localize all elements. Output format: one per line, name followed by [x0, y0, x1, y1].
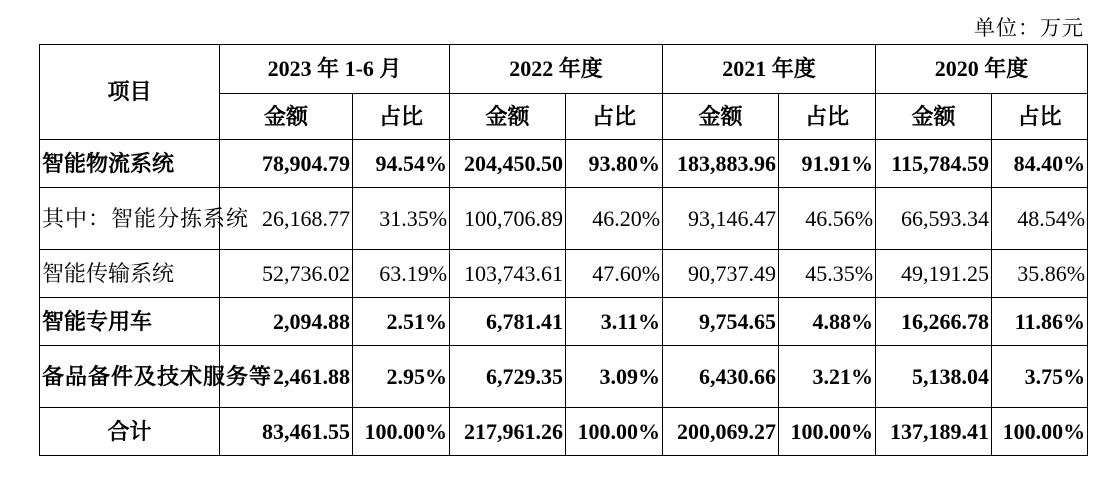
amount-cell: 204,450.50 [450, 140, 566, 188]
amount-header: 金额 [663, 94, 779, 140]
period-header: 2023 年 1-6 月 [220, 45, 450, 94]
ratio-cell: 93.80% [566, 140, 663, 188]
table-row [40, 140, 1088, 188]
ratio-cell: 100.00% [992, 408, 1088, 456]
amount-cell: 93,146.47 [663, 188, 779, 250]
ratio-cell: 84.40% [992, 140, 1088, 188]
row-name: 合计 [40, 408, 220, 456]
period-header: 2020 年度 [876, 45, 1088, 94]
ratio-cell: 63.19% [353, 250, 450, 298]
row-name: 备品备件及技术服务等 [40, 346, 220, 408]
ratio-cell: 3.11% [566, 298, 663, 346]
amount-cell: 83,461.55 [220, 408, 353, 456]
amount-cell: 2,094.88 [220, 298, 353, 346]
amount-cell: 217,961.26 [450, 408, 566, 456]
ratio-cell: 47.60% [566, 250, 663, 298]
amount-cell: 26,168.77 [220, 188, 353, 250]
amount-header: 金额 [450, 94, 566, 140]
row-name: 智能物流系统 [40, 140, 220, 188]
amount-header: 金额 [220, 94, 353, 140]
amount-cell: 9,754.65 [663, 298, 779, 346]
ratio-cell: 3.21% [779, 346, 876, 408]
ratio-cell: 35.86% [992, 250, 1088, 298]
ratio-cell: 3.09% [566, 346, 663, 408]
item-header: 项目 [40, 45, 220, 140]
amount-cell: 103,743.61 [450, 250, 566, 298]
ratio-header: 占比 [566, 94, 663, 140]
amount-cell: 137,189.41 [876, 408, 992, 456]
amount-cell: 2,461.88 [220, 346, 353, 408]
amount-cell: 6,729.35 [450, 346, 566, 408]
header-row-periods [40, 45, 1088, 94]
ratio-header: 占比 [992, 94, 1088, 140]
amount-cell: 200,069.27 [663, 408, 779, 456]
ratio-cell: 48.54% [992, 188, 1088, 250]
table-row [40, 188, 1088, 250]
ratio-cell: 94.54% [353, 140, 450, 188]
ratio-header: 占比 [353, 94, 450, 140]
ratio-cell: 100.00% [779, 408, 876, 456]
ratio-cell: 3.75% [992, 346, 1088, 408]
period-header: 2022 年度 [450, 45, 663, 94]
ratio-cell: 2.51% [353, 298, 450, 346]
ratio-cell: 91.91% [779, 140, 876, 188]
period-header: 2021 年度 [663, 45, 876, 94]
revenue-breakdown-table [39, 44, 1088, 456]
amount-cell: 66,593.34 [876, 188, 992, 250]
amount-cell: 100,706.89 [450, 188, 566, 250]
table-row [40, 250, 1088, 298]
row-name: 智能传输系统 [40, 250, 220, 298]
ratio-cell: 2.95% [353, 346, 450, 408]
ratio-header: 占比 [779, 94, 876, 140]
ratio-cell: 31.35% [353, 188, 450, 250]
amount-cell: 5,138.04 [876, 346, 992, 408]
ratio-cell: 45.35% [779, 250, 876, 298]
amount-cell: 78,904.79 [220, 140, 353, 188]
amount-cell: 90,737.49 [663, 250, 779, 298]
amount-cell: 52,736.02 [220, 250, 353, 298]
table-row [40, 346, 1088, 408]
ratio-cell: 11.86% [992, 298, 1088, 346]
ratio-cell: 100.00% [566, 408, 663, 456]
total-row [40, 408, 1088, 456]
amount-header: 金额 [876, 94, 992, 140]
amount-cell: 49,191.25 [876, 250, 992, 298]
ratio-cell: 46.56% [779, 188, 876, 250]
unit-label: 单位：万元 [974, 16, 1084, 40]
row-name: 智能专用车 [40, 298, 220, 346]
amount-cell: 6,430.66 [663, 346, 779, 408]
ratio-cell: 46.20% [566, 188, 663, 250]
amount-cell: 6,781.41 [450, 298, 566, 346]
amount-cell: 16,266.78 [876, 298, 992, 346]
amount-cell: 183,883.96 [663, 140, 779, 188]
ratio-cell: 100.00% [353, 408, 450, 456]
ratio-cell: 4.88% [779, 298, 876, 346]
table-row [40, 298, 1088, 346]
amount-cell: 115,784.59 [876, 140, 992, 188]
row-name: 其中：智能分拣系统 [40, 188, 220, 250]
